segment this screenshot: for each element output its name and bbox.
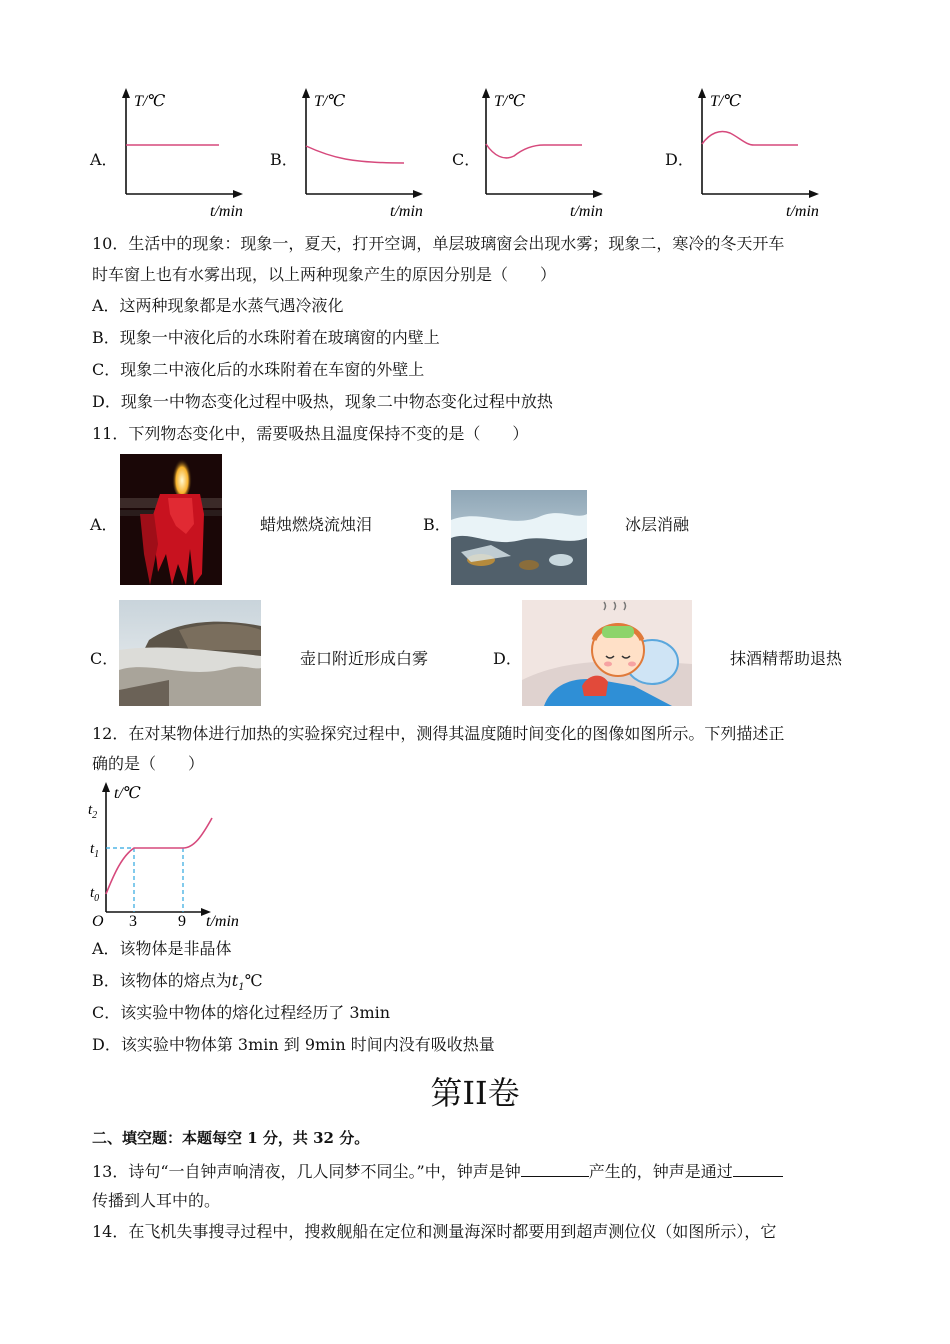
q12-x-tick-9: 9 bbox=[178, 913, 186, 930]
q10-stem-line1: 10．生活中的现象：现象一，夏天，打开空调，单层玻璃窗会出现水雾；现象二，寒冷的冬天开车 bbox=[92, 234, 785, 253]
q12-option-b: B．该物体的熔点为$t_1℃$ bbox=[92, 971, 263, 994]
q12-stem-line1: 12．在对某物体进行加热的实验探究过程中，测得其温度随时间变化的图像如图所示。下列描述正 bbox=[92, 724, 785, 743]
q12-curve bbox=[106, 818, 212, 894]
q9-c-ylabel: T/℃ bbox=[494, 93, 526, 110]
q9-curve-c bbox=[486, 144, 582, 158]
q9-curve-d bbox=[702, 131, 798, 145]
q13-blank-1[interactable] bbox=[521, 1160, 589, 1177]
q9-graph-a bbox=[112, 86, 262, 221]
q10-stem-line2: 时车窗上也有水雾出现，以上两种现象产生的原因分别是（ ） bbox=[92, 265, 557, 284]
svg-text:t2: $t_2$ bbox=[88, 802, 98, 821]
q9-d-ylabel: T/℃ bbox=[710, 93, 742, 110]
q9-a-xlabel: t/min bbox=[210, 203, 243, 220]
q9-b-ylabel: T/℃ bbox=[314, 93, 346, 110]
ice-image bbox=[451, 490, 587, 585]
svg-text:t0: $t_0$ bbox=[90, 885, 100, 904]
q9-curve-b bbox=[306, 146, 404, 163]
q9-option-a-letter: A． bbox=[90, 150, 118, 169]
q13-blank-2[interactable] bbox=[733, 1160, 783, 1177]
q10-option-b: B．现象一中液化后的水珠附着在玻璃窗的内壁上 bbox=[92, 328, 440, 347]
q9-graph-b bbox=[292, 86, 442, 221]
candle-image bbox=[120, 454, 222, 585]
q11-stem: 11．下列物态变化中，需要吸热且温度保持不变的是（ ） bbox=[92, 424, 529, 443]
q11-option-c-letter: C． bbox=[90, 649, 119, 668]
q11-option-d-caption: 抹酒精帮助退热 bbox=[730, 649, 843, 668]
ice-illustration bbox=[451, 490, 587, 585]
q9-c-xlabel: t/min bbox=[570, 203, 603, 220]
q12-x-tick-3: 3 bbox=[129, 913, 137, 930]
q9-option-c-letter: C． bbox=[452, 150, 481, 169]
q10-option-a: A．这两种现象都是水蒸气遇冷液化 bbox=[92, 296, 344, 315]
waterfall-illustration bbox=[119, 600, 261, 706]
q11-option-b-caption: 冰层消融 bbox=[625, 515, 690, 534]
q10-option-d: D．现象一中物态变化过程中吸热，现象二中物态变化过程中放热 bbox=[92, 392, 553, 411]
svg-text:t1: $t_1$ bbox=[90, 841, 100, 860]
q13-line2: 传播到人耳中的。 bbox=[92, 1191, 221, 1210]
q12-temperature-graph bbox=[88, 778, 258, 930]
q9-option-b-letter: B． bbox=[270, 150, 298, 169]
section-title: 第II卷 bbox=[430, 1074, 520, 1112]
section-part2-heading: 二、填空题：本题每空 1 分，共 32 分。 bbox=[92, 1129, 370, 1147]
q11-option-a-letter: A． bbox=[90, 515, 118, 534]
candle-illustration bbox=[120, 454, 222, 585]
q13-line1: 13．诗句“一自钟声响清夜，几人同梦不同尘。”中，钟声是钟 产生的，钟声是通过 bbox=[92, 1160, 783, 1182]
q11-option-b-letter: B． bbox=[423, 515, 451, 534]
q12-ylabel: t/℃ bbox=[114, 785, 141, 802]
fever-cartoon-illustration bbox=[522, 600, 692, 706]
q14-stem: 14．在飞机失事搜寻过程中，搜救舰船在定位和测量海深时都要用到超声测位仪（如图所示），它 bbox=[92, 1222, 777, 1241]
q9-a-ylabel: T/℃ bbox=[134, 93, 166, 110]
q11-option-a-caption: 蜡烛燃烧流烛泪 bbox=[260, 515, 373, 534]
q11-option-d-letter: D． bbox=[493, 649, 522, 668]
q9-d-xlabel: t/min bbox=[786, 203, 819, 220]
q12-xlabel: t/min bbox=[206, 913, 239, 930]
q10-option-c: C．现象二中液化后的水珠附着在车窗的外壁上 bbox=[92, 360, 425, 379]
fever-cartoon-image bbox=[522, 600, 692, 706]
q12-origin: O bbox=[92, 913, 104, 930]
q12-option-c: C．该实验中物体的熔化过程经历了 3min bbox=[92, 1003, 391, 1022]
q11-option-c-caption: 壶口附近形成白雾 bbox=[300, 649, 429, 668]
q12-option-d: D．该实验中物体第 3min 到 9min 时间内没有吸收热量 bbox=[92, 1035, 495, 1054]
q9-b-xlabel: t/min bbox=[390, 203, 423, 220]
q9-option-d-letter: D． bbox=[665, 150, 694, 169]
waterfall-image bbox=[119, 600, 261, 706]
q9-graph-c bbox=[472, 86, 622, 221]
q12-stem-line2: 确的是（ ） bbox=[92, 754, 205, 773]
q9-graph-d bbox=[688, 86, 838, 221]
q12-option-a: A．该物体是非晶体 bbox=[92, 939, 232, 958]
